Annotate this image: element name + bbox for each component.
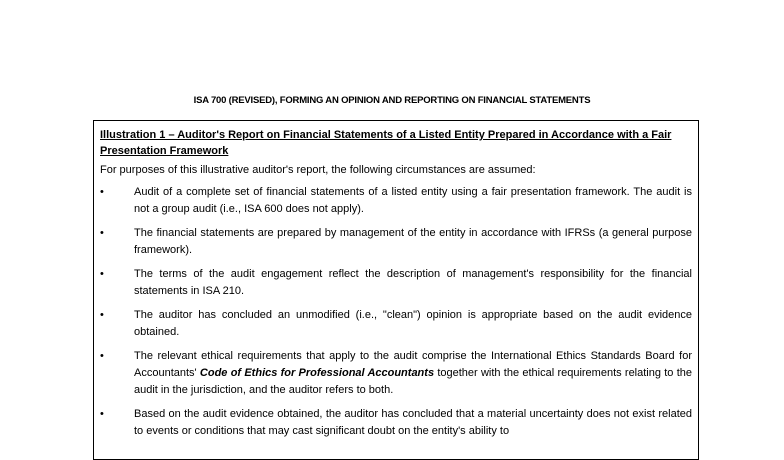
- list-item-text-before: The relevant ethical requirements that apply to the audit comprise the International Ethics Standards Board for Accountants': [134, 350, 692, 379]
- bullet-icon: •: [100, 350, 104, 362]
- list-item-text: The auditor has concluded an unmodified (i.e., "clean") opinion is appropriate based on the audit evidence obtained.: [134, 309, 692, 338]
- code-of-ethics-title: Code of Ethics for Professional Accountants: [199, 367, 435, 379]
- list-item-text: The terms of the audit engagement reflect the description of management's responsibility for the financial statements in ISA 210.: [134, 268, 692, 297]
- running-header: ISA 700 (REVISED), FORMING AN OPINION AND REPORTING ON FINANCIAL STATEMENTS: [193, 95, 591, 106]
- bullet-icon: •: [100, 227, 104, 239]
- list-item-text: Audit of a complete set of financial statements of a listed entity using a fair presentation framework. The audit is not a group audit (i.e., ISA 600 does not apply).: [134, 186, 692, 215]
- illustration-intro: For purposes of this illustrative auditor's report, the following circumstances are assumed:: [100, 164, 536, 176]
- bullet-icon: •: [100, 186, 104, 198]
- illustration-box: [93, 120, 699, 460]
- list-item: [100, 307, 692, 341]
- list-item: [100, 184, 692, 218]
- list-item-text-after: together with the ethical requirements relating to the audit in the jurisdiction, and the auditor refers to both.: [134, 367, 692, 396]
- list-item: [100, 225, 692, 259]
- list-item: [100, 406, 692, 440]
- list-item-text: Based on the audit evidence obtained, the auditor has concluded that a material uncertainty does not exist related to events or conditions that may cast significant doubt on the entity's ability to: [134, 408, 692, 437]
- illustration-title: Illustration 1 – Auditor's Report on Financial Statements of a Listed Entity Prepared in Accordance with a Fair Presentation Framework: [100, 129, 672, 157]
- circumstances-list: [100, 184, 692, 440]
- list-item-text: The financial statements are prepared by management of the entity in accordance with IFRSs (a general purpose framework).: [134, 227, 692, 256]
- list-item: [100, 266, 692, 300]
- bullet-icon: •: [100, 408, 104, 420]
- bullet-icon: •: [100, 268, 104, 280]
- list-item: [100, 348, 692, 399]
- bullet-icon: •: [100, 309, 104, 321]
